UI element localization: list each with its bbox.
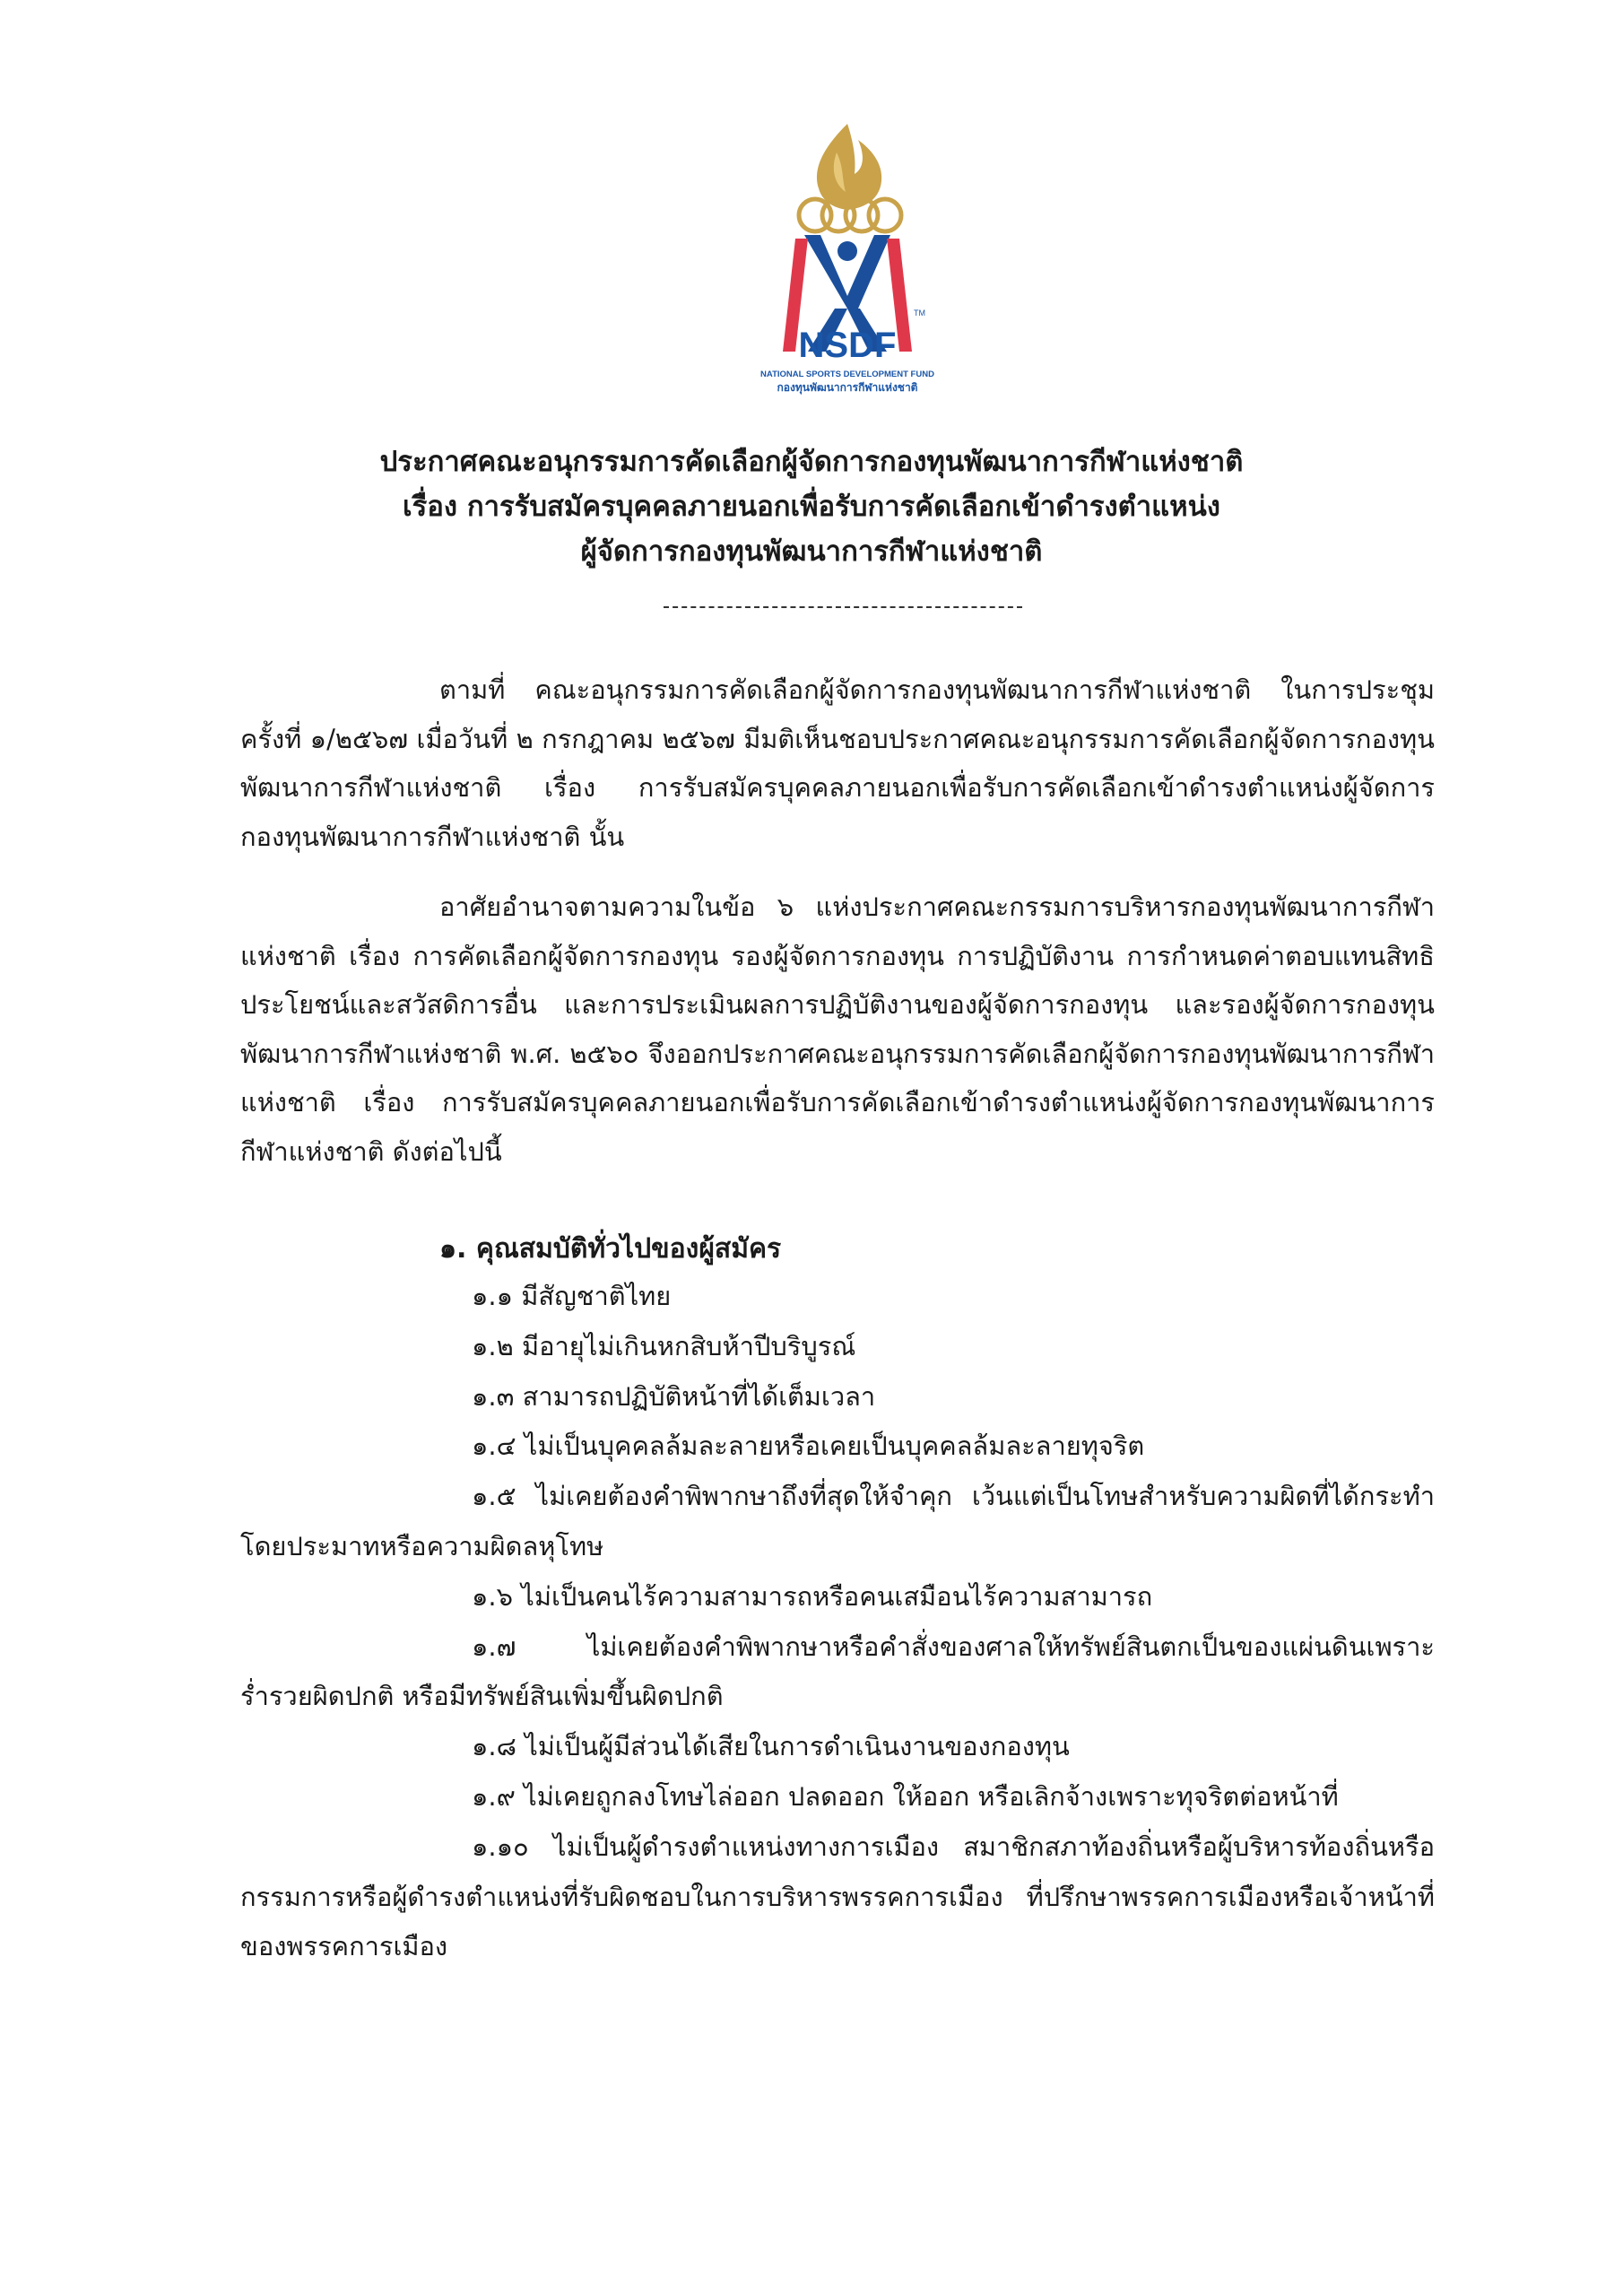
list-item: ๑.๗ ไม่เคยต้องคำพิพากษาหรือคำสั่งของศาลให้ทรัพย์สินตกเป็นของแผ่นดินเพราะร่ำรวยผิดปกติ หรือมีทรัพย์สินเพิ่มขึ้นผิดปกติ: [240, 1631, 1435, 1712]
nsdf-thai-name: กองทุนพัฒนาการกีฬาแห่งชาติ: [777, 381, 918, 394]
title-line-3: ผู้จัดการกองทุนพัฒนาการกีฬาแห่งชาติ: [580, 535, 1043, 568]
title-line-2: เรื่อง การรับสมัครบุคคลภายนอกเพื่อรับการคัดเลือกเข้าดำรงตำแหน่ง: [403, 491, 1220, 523]
list-item: ๑.๖ ไม่เป็นคนไร้ความสามารถหรือคนเสมือนไร้ความสามารถ: [472, 1580, 1153, 1612]
list-item: ๑.๙ ไม่เคยถูกลงโทษไล่ออก ปลดออก ให้ออก หรือเลิกจ้างเพราะทุจริตต่อหน้าที่: [472, 1780, 1339, 1812]
svg-text:TM: TM: [914, 309, 925, 317]
qualification-list: [240, 1272, 1435, 1972]
list-item: ๑.๑๐ ไม่เป็นผู้ดำรงตำแหน่งทางการเมือง สมาชิกสภาท้องถิ่นหรือผู้บริหารท้องถิ่นหรือกรรมการหรือผู้ดำรงตำแหน่งที่รับผิดชอบในการบริหารพรรคการเมือง ที่ปรึกษาพรรคการเมืองหรือเจ้าหน้าที่ของพรรคการเมือง: [240, 1831, 1435, 1962]
nsdf-logo: [722, 117, 973, 413]
paragraph-authority: อาศัยอำนาจตามความในข้อ ๖ แห่งประกาศคณะกรรมการบริหารกองทุนพัฒนาการกีฬาแห่งชาติ เรื่อง การคัดเลือกผู้จัดการกองทุน รองผู้จัดการกองทุน การปฏิบัติงาน การกำหนดค่าตอบแทนสิทธิประโยชน์และสวัสดิการอื่น และการประเมินผลการปฏิบัติงานของผู้จัดการกองทุน และรองผู้จัดการกองทุนพัฒนาการกีฬาแห่งชาติ พ.ศ. ๒๕๖๐ จึงออกประกาศคณะอนุกรรมการคัดเลือกผู้จัดการกองทุนพัฒนาการกีฬาแห่งชาติ เรื่อง การรับสมัครบุคคลภายนอกเพื่อรับการคัดเลือกเข้าดำรงตำแหน่งผู้จัดการกองทุนพัฒนาการกีฬาแห่งชาติ ดังต่อไปนี้: [240, 891, 1435, 1167]
title-divider: [664, 606, 1022, 608]
list-item: ๑.๘ ไม่เป็นผู้มีส่วนได้เสียในการดำเนินงานของกองทุน: [472, 1731, 1070, 1762]
nsdf-english-name: NATIONAL SPORTS DEVELOPMENT FUND: [760, 370, 934, 379]
nsdf-wordmark: NSDF: [798, 326, 897, 365]
announcement-title: [179, 439, 1444, 574]
list-item: ๑.๒ มีอายุไม่เกินหกสิบห้าปีบริบูรณ์: [472, 1330, 856, 1361]
list-item: ๑.๓ สามารถปฏิบัติหน้าที่ได้เต็มเวลา: [472, 1380, 876, 1412]
paragraph-preamble: ตามที่ คณะอนุกรรมการคัดเลือกผู้จัดการกองทุนพัฒนาการกีฬาแห่งชาติ ในการประชุมครั้งที่ ๑/๒๕๖๗ เมื่อวันที่ ๒ กรกฎาคม ๒๕๖๗ มีมติเห็นชอบประกาศคณะอนุกรรมการคัดเลือกผู้จัดการกองทุนพัฒนาการกีฬาแห่งชาติ เรื่อง การรับสมัครบุคคลภายนอกเพื่อรับการคัดเลือกเข้าดำรงตำแหน่งผู้จัดการกองทุนพัฒนาการกีฬาแห่งชาติ นั้น: [240, 674, 1435, 852]
list-item: ๑.๕ ไม่เคยต้องคำพิพากษาถึงที่สุดให้จำคุก เว้นแต่เป็นโทษสำหรับความผิดที่ได้กระทำโดยประมาทหรือความผิดลหุโทษ: [240, 1481, 1435, 1561]
section-heading-qualifications: ๑. คุณสมบัติทั่วไปของผู้สมัคร: [439, 1233, 782, 1265]
list-item: ๑.๔ ไม่เป็นบุคคลล้มละลายหรือเคยเป็นบุคคลล้มละลายทุจริต: [472, 1431, 1145, 1462]
list-item: ๑.๑ มีสัญชาติไทย: [472, 1281, 672, 1311]
title-line-1: ประกาศคณะอนุกรรมการคัดเลือกผู้จัดการกองทุนพัฒนาการกีฬาแห่งชาติ: [379, 446, 1244, 478]
